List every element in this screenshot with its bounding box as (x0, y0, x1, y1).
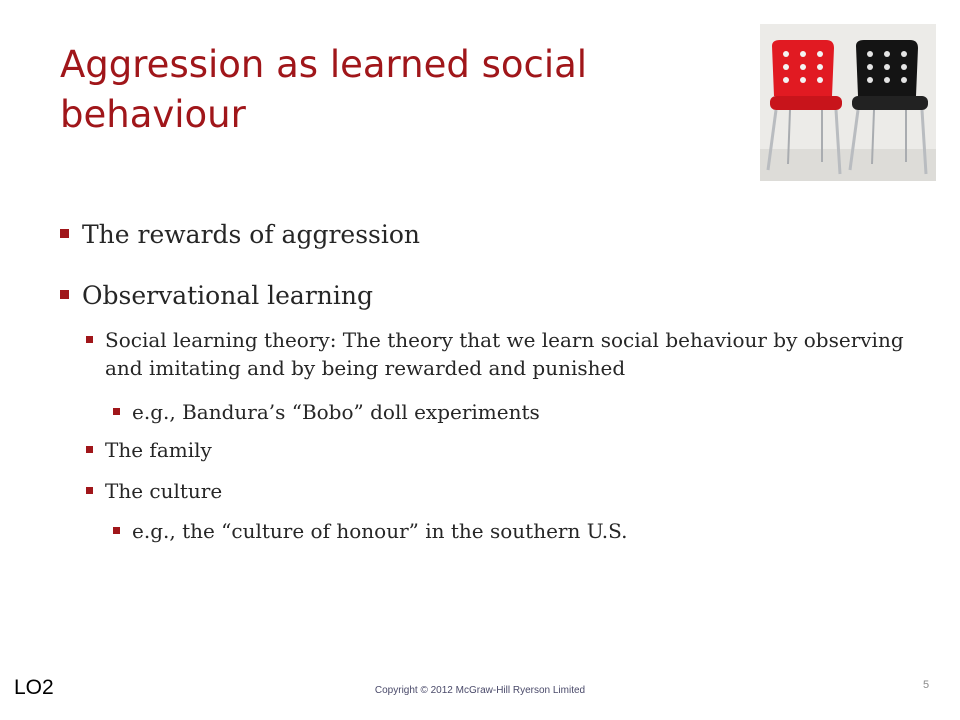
bullet-item (60, 220, 420, 250)
bullet-square-icon (113, 527, 120, 534)
slide-title: Aggression as learned social behaviour (60, 43, 588, 136)
bullet-square-icon (86, 446, 93, 453)
chairs-photo (760, 24, 936, 181)
sub-bullet-item (86, 326, 906, 382)
sub-sub-bullet-item (113, 517, 627, 545)
bullet-item (60, 281, 373, 311)
copyright-footer: Copyright © 2012 McGraw-Hill Ryerson Limited (374, 685, 586, 696)
sub-bullet-item (86, 477, 222, 505)
bullet-square-icon (113, 408, 120, 415)
bullet-text: The family (105, 438, 212, 462)
bullet-square-icon (60, 290, 69, 299)
bullet-text: Social learning theory: The theory that we learn social behaviour by observing and imitating and by being rewarded and punished (105, 328, 904, 380)
bullet-text: e.g., the “culture of honour” in the southern U.S. (132, 519, 628, 543)
bullet-text: The rewards of aggression (82, 220, 421, 249)
sub-sub-bullet-item (113, 398, 540, 426)
bullet-square-icon (86, 487, 93, 494)
learning-objective-label: LO2 (14, 676, 54, 699)
bullet-text: Observational learning (82, 281, 373, 310)
sub-bullet-item (86, 436, 212, 464)
bullet-square-icon (86, 336, 93, 343)
bullet-text: The culture (105, 479, 223, 503)
page-number: 5 (923, 679, 930, 691)
bullet-text: e.g., Bandura’s “Bobo” doll experiments (132, 400, 540, 424)
bullet-square-icon (60, 229, 69, 238)
